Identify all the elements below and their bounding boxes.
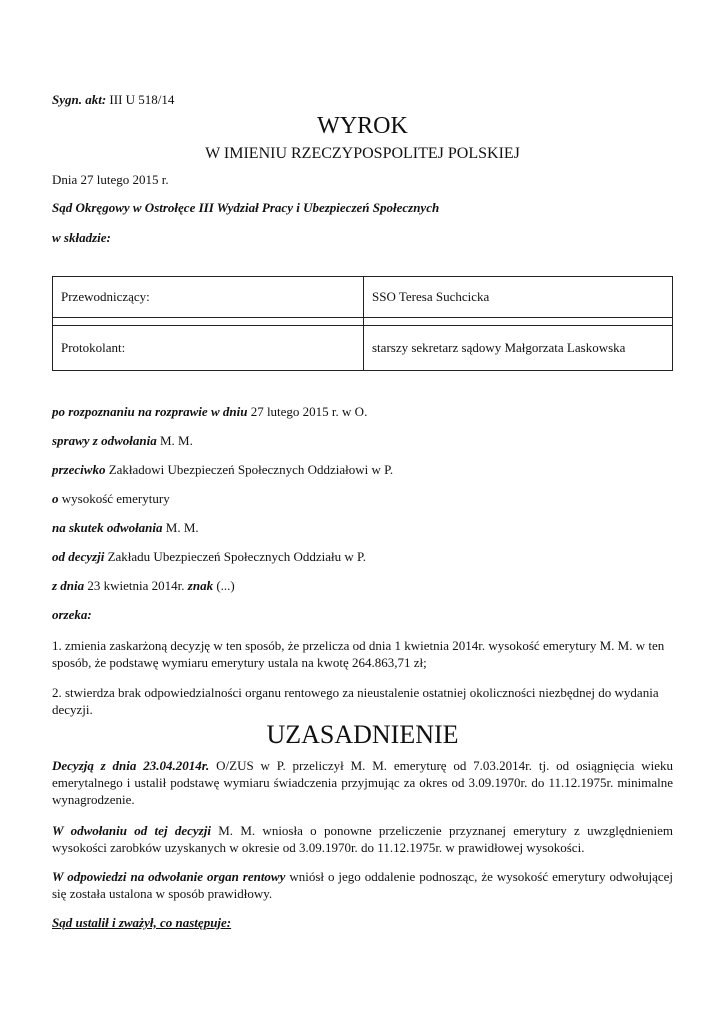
- line-label: znak: [187, 578, 214, 593]
- line-text: M. M.: [156, 433, 193, 448]
- composition-table: [52, 276, 673, 371]
- paragraph-lead: W odpowiedzi na odwołanie organ rentowy: [52, 869, 286, 884]
- paragraph-text: M. M. wniosła o ponowne przeliczenie przyznanej emerytury z uwzględnieniem wysokości zarobków uzyskanych w okresie od 3.09.1970r. do 11.12.1975r. w prawidłowej wysokości.: [52, 823, 673, 855]
- paragraph-text: O/ZUS w P. przeliczył M. M. emeryturę od 7.03.2014r. tj. od osiągnięcia wieku emerytalnego i ustalił podstawę wymiaru świadczenia przyjmując za okres od 3.09.1970r. do 11.12.1975r. minimalne wynagrodzenie.: [52, 758, 673, 807]
- line-text: wysokość emerytury: [58, 491, 170, 506]
- clerk-value: starszy sekretarz sądowy Małgorzata Laskowska: [364, 326, 673, 371]
- justification-paragraph-2: [52, 822, 673, 856]
- table-row: [53, 326, 673, 371]
- subject-line: [52, 491, 170, 507]
- chair-label: Przewodniczący:: [53, 277, 364, 318]
- justification-paragraph-1: [52, 757, 673, 808]
- line-label: z dnia: [52, 578, 85, 593]
- ruling-1: 1. zmienia zaskarżoną decyzję w ten sposób, że przelicza od dnia 1 kwietnia 2014r. wysokość emerytury M. M. w ten sposób, że podstawę wymiaru emerytury ustala na kwotę 264.863,71 zł;: [52, 638, 665, 670]
- table-row: [53, 318, 673, 326]
- justification-paragraph-3: [52, 868, 673, 902]
- paragraph-text: wniósł o jego oddalenie podnosząc, że wysokość emerytury odwołującej się została ustalona w sposób prawidłowy.: [52, 869, 673, 901]
- line-label: od decyzji: [52, 549, 105, 564]
- paragraph-lead: W odwołaniu od tej decyzji: [52, 823, 211, 838]
- ruling-2: 2. stwierdza brak odpowiedzialności organu rentowego za nieustalenie ostatniej okoliczności niezbędnej do wydania decyzji.: [52, 685, 659, 717]
- line-text: M. M.: [162, 520, 199, 535]
- line-label: przeciwko: [52, 462, 106, 477]
- justification-title: UZASADNIENIE: [266, 720, 459, 749]
- judgment-subtitle: W IMIENIU RZECZYPOSPOLITEJ POLSKIEJ: [205, 145, 520, 162]
- findings-heading: Sąd ustalił i zważył, co następuje:: [52, 915, 232, 930]
- appeal-line: [52, 433, 193, 449]
- hearing-line: [52, 404, 367, 420]
- line-text: Zakładowi Ubezpieczeń Społecznych Oddziałowi w P.: [105, 462, 394, 477]
- paragraph-lead: Decyzją z dnia 23.04.2014r.: [52, 758, 210, 773]
- against-line: [52, 462, 393, 478]
- line-label: na skutek odwołania: [52, 520, 163, 535]
- appeal-result-line: [52, 520, 199, 536]
- decision-line: [52, 549, 366, 565]
- empty-cell: [53, 318, 364, 326]
- orders-line: [52, 607, 92, 623]
- empty-cell: [364, 318, 673, 326]
- line-label: o: [52, 491, 59, 506]
- line-label: sprawy z odwołania: [52, 433, 157, 448]
- line-text: 23 kwietnia 2014r.: [84, 578, 188, 593]
- chair-value: SSO Teresa Suchcicka: [364, 277, 673, 318]
- line-label: orzeka:: [52, 607, 92, 622]
- table-row: [53, 277, 673, 318]
- judgment-date: Dnia 27 lutego 2015 r.: [52, 172, 169, 187]
- line-text: (...): [213, 578, 235, 593]
- case-signature-value: III U 518/14: [109, 92, 175, 107]
- clerk-label: Protokolant:: [53, 326, 364, 371]
- line-text: 27 lutego 2015 r. w O.: [247, 404, 368, 419]
- case-signature-label: Sygn. akt:: [52, 92, 107, 107]
- decision-date-line: [52, 578, 235, 594]
- judgment-title: WYROK: [317, 113, 408, 139]
- line-text: Zakładu Ubezpieczeń Społecznych Oddziału w P.: [104, 549, 367, 564]
- line-label: po rozpoznaniu na rozprawie w dniu: [52, 404, 248, 419]
- case-signature: [52, 92, 174, 108]
- court-name: Sąd Okręgowy w Ostrołęce III Wydział Pracy i Ubezpieczeń Społecznych: [52, 200, 440, 215]
- composition-label: w składzie:: [52, 230, 111, 245]
